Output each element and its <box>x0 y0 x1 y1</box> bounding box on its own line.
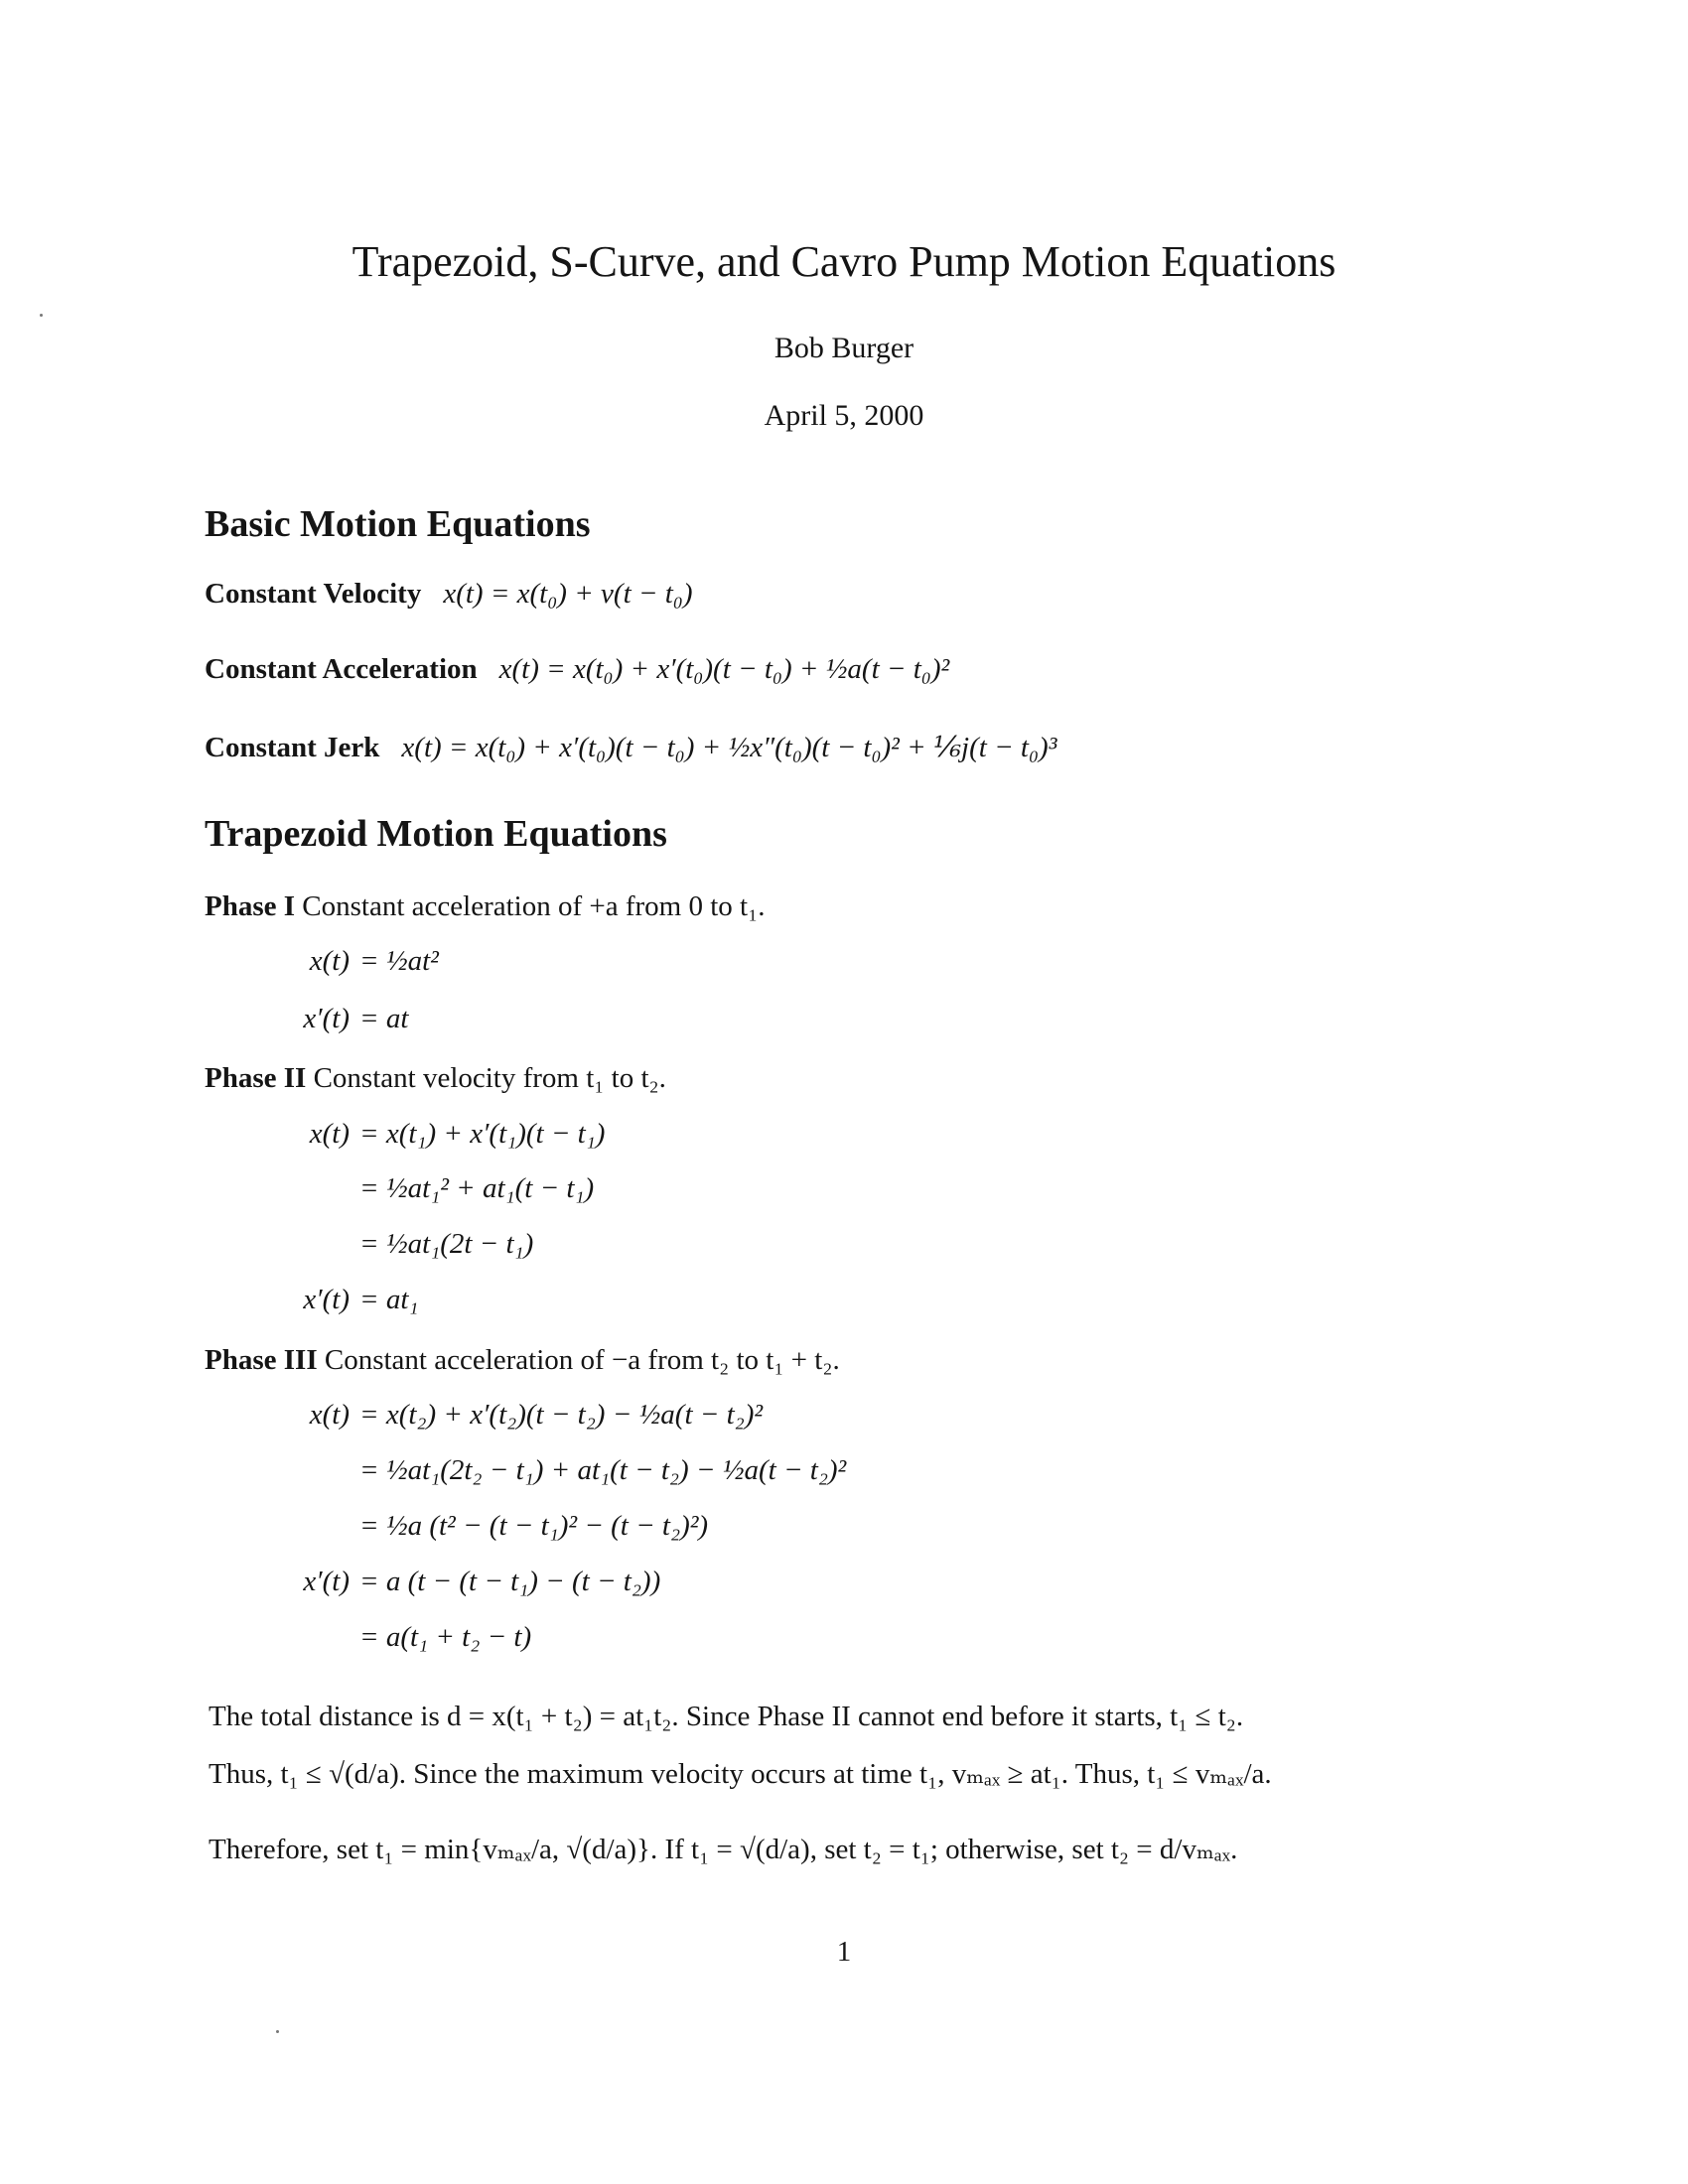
equation-label: Constant Jerk <box>205 732 380 763</box>
scan-speck <box>40 314 43 317</box>
eq-lhs: x′(t) <box>303 1566 350 1597</box>
phase-1-intro <box>205 890 765 923</box>
eq-rhs: = x(t₁) + x′(t₁)(t − t₁) <box>359 1118 606 1150</box>
phase-label: Phase I <box>205 890 296 922</box>
phase-description: Constant acceleration of +a from 0 to t₁. <box>302 890 766 922</box>
document-author: Bob Burger <box>774 332 914 364</box>
eq-lhs: x(t) <box>309 1399 350 1431</box>
equation-body: x(t) = x(t₀) + x′(t₀)(t − t₀) + ½a(t − t₀)² <box>498 653 950 685</box>
eq-lhs: x(t) <box>309 945 350 977</box>
equation-body: x(t) = x(t₀) + x′(t₀)(t − t₀) + ½x″(t₀)(t − t₀)² + ⅙j(t − t₀)³ <box>401 732 1057 763</box>
paragraph-line-1: The total distance is d = x(t₁ + t₂) = at₁t₂. Since Phase II cannot end before it starts, t₁ ≤ t₂. <box>209 1701 1244 1732</box>
phase-description: Constant velocity from t₁ to t₂. <box>313 1062 666 1094</box>
equation-label: Constant Velocity <box>205 578 422 610</box>
eq-rhs: = at₁ <box>359 1284 419 1315</box>
eq-lhs: x′(t) <box>303 1284 350 1315</box>
phase-2-intro <box>205 1062 666 1095</box>
eq-rhs: = ½a (t² − (t − t₁)² − (t − t₂)²) <box>359 1510 709 1542</box>
phase-description: Constant acceleration of −a from t₂ to t₁ + t₂. <box>324 1344 840 1376</box>
equation-constant-velocity <box>205 578 693 611</box>
eq-lhs: x(t) <box>309 1118 350 1150</box>
section-heading-basic: Basic Motion Equations <box>205 503 591 545</box>
scan-speck <box>276 2030 279 2033</box>
eq-rhs: = x(t₂) + x′(t₂)(t − t₂) − ½a(t − t₂)² <box>359 1399 764 1431</box>
equation-body: x(t) = x(t₀) + v(t − t₀) <box>443 578 693 610</box>
page-number: 1 <box>836 1936 852 1968</box>
eq-rhs: = ½at² <box>359 945 439 977</box>
equation-constant-jerk <box>205 730 1056 764</box>
paragraph-line-2: Thus, t₁ ≤ √(d/a). Since the maximum velocity occurs at time t₁, vₘₐₓ ≥ at₁. Thus, t₁ ≤ vₘₐₓ/a. <box>209 1758 1272 1790</box>
eq-rhs: = a (t − (t − t₁) − (t − t₂)) <box>359 1566 661 1597</box>
eq-rhs: = at <box>359 1003 409 1034</box>
phase-3-intro <box>205 1344 840 1377</box>
phase-label: Phase II <box>205 1062 307 1094</box>
eq-rhs: = ½at₁² + at₁(t − t₁) <box>359 1172 595 1204</box>
eq-rhs: = a(t₁ + t₂ − t) <box>359 1621 532 1653</box>
eq-lhs: x′(t) <box>303 1003 350 1034</box>
phase-label: Phase III <box>205 1344 318 1376</box>
equation-label: Constant Acceleration <box>205 653 478 685</box>
document-date: April 5, 2000 <box>764 399 924 432</box>
eq-rhs: = ½at₁(2t₂ − t₁) + at₁(t − t₂) − ½a(t − t₂)² <box>359 1454 847 1486</box>
section-heading-trapezoid: Trapezoid Motion Equations <box>205 813 667 855</box>
equation-constant-acceleration <box>205 653 949 686</box>
paragraph-line-3: Therefore, set t₁ = min{vₘₐₓ/a, √(d/a)}. If t₁ = √(d/a), set t₂ = t₁; otherwise, set t₂ = d/vₘₐₓ. <box>209 1834 1238 1865</box>
document-title: Trapezoid, S-Curve, and Cavro Pump Motion Equations <box>352 237 1336 286</box>
eq-rhs: = ½at₁(2t − t₁) <box>359 1228 534 1260</box>
